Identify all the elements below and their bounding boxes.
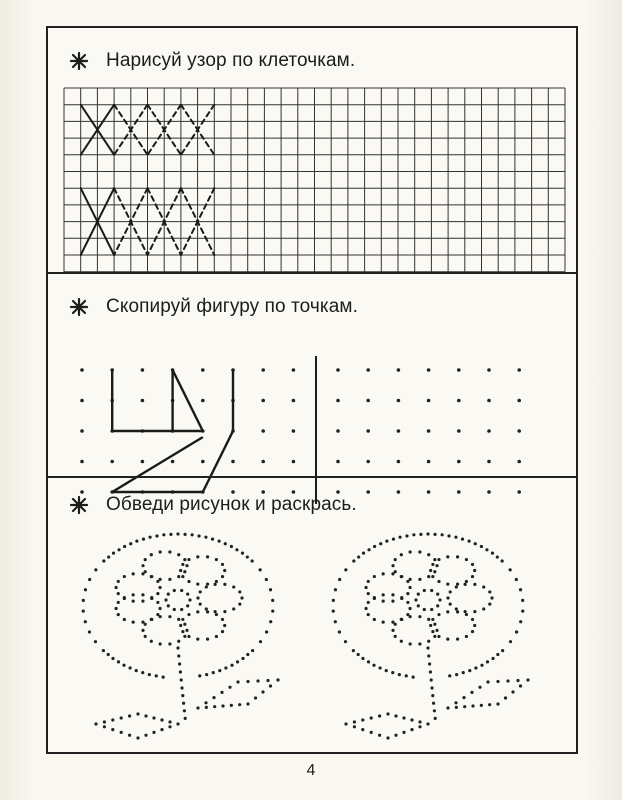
dotted-flower-left xyxy=(82,532,280,739)
star-burst-icon xyxy=(70,298,88,316)
page-number: 4 xyxy=(306,762,316,779)
divider-1 xyxy=(48,272,576,274)
task-3-text: Обведи рисунок и раскрась. xyxy=(106,494,357,515)
star-burst-icon xyxy=(70,52,88,70)
task-3-instruction xyxy=(70,494,357,516)
dot-grid-copy-area xyxy=(48,328,578,488)
task-1-text: Нарисуй узор по клеточкам. xyxy=(106,50,356,71)
task-1-instruction xyxy=(70,50,355,72)
exercise-frame xyxy=(46,26,578,754)
dotted-flower-right xyxy=(332,532,530,739)
task-2-text: Скопируй фигуру по точкам. xyxy=(106,296,358,317)
square-grid xyxy=(64,88,566,282)
task-2-instruction xyxy=(70,296,358,318)
divider-2 xyxy=(48,476,576,478)
sample-figure xyxy=(112,370,233,492)
star-burst-icon xyxy=(70,496,88,514)
dotted-flower-drawings xyxy=(48,528,578,748)
right-dot-grid xyxy=(336,368,521,494)
